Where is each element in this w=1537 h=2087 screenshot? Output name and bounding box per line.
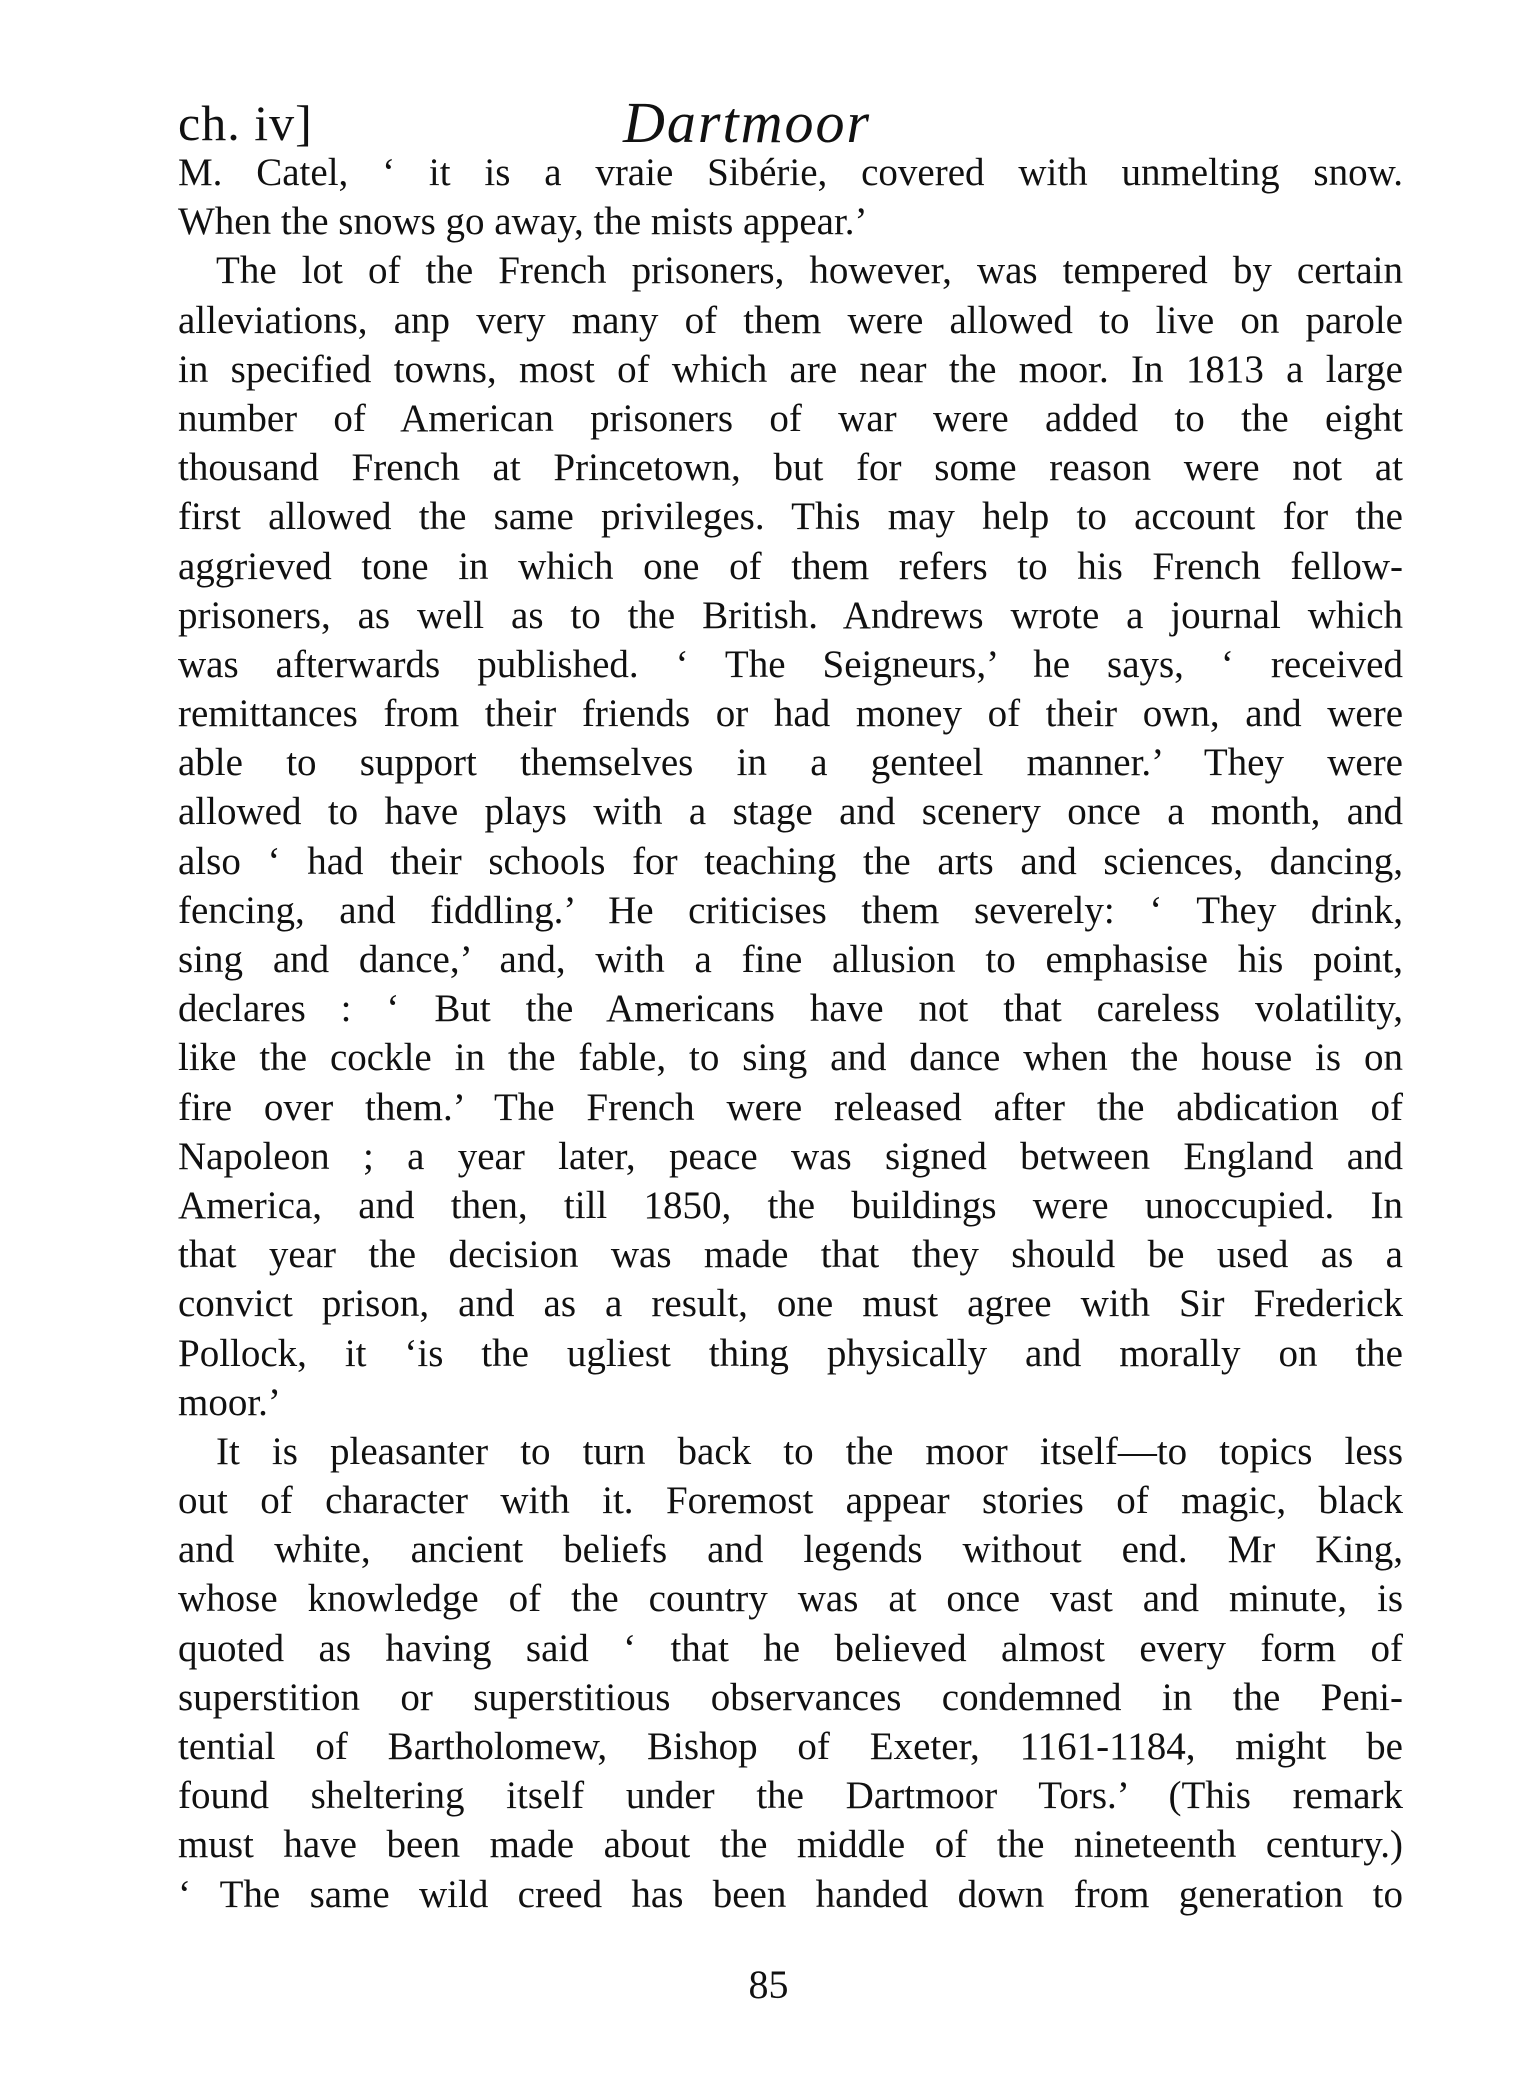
text-line: fencing, and fiddling.’ He criticises them severely: ‘ They drink, [178, 888, 1403, 932]
text-line: first allowed the same privileges. This may help to account for the [178, 495, 1403, 539]
text-line: out of character with it. Foremost appear stories of magic, black [178, 1479, 1403, 1523]
text-line: found sheltering itself under the Dartmoor Tors.’ (This remark [178, 1774, 1403, 1818]
text-line: M. Catel, ‘ it is a vraie Sibérie, covered with unmelting snow. [178, 151, 1403, 194]
text-line: number of American prisoners of war were added to the eight [178, 396, 1403, 440]
text-line: superstition or superstitious observances condemned in the Peni- [178, 1675, 1403, 1719]
text-line: remittances from their friends or had money of their own, and were [178, 692, 1403, 736]
text-line: Napoleon ; a year later, peace was signed between England and [178, 1134, 1403, 1178]
body-text [178, 148, 1403, 1919]
text-line: When the snows go away, the mists appear.’ [178, 200, 868, 244]
text-line: It is pleasanter to turn back to the moor itself—to topics less [216, 1429, 1403, 1473]
text-line: tential of Bartholomew, Bishop of Exeter, 1161-1184, might be [178, 1725, 1403, 1768]
chapter-reference: ch. iv] [178, 95, 313, 151]
text-line: also ‘ had their schools for teaching the arts and sciences, dancing, [178, 839, 1403, 883]
text-line: whose knowledge of the country was at once vast and minute, is [178, 1577, 1403, 1621]
text-line: like the cockle in the fable, to sing and dance when the house is on [178, 1036, 1403, 1080]
text-line: thousand French at Princetown, but for some reason were not at [178, 446, 1403, 490]
text-line: prisoners, as well as to the British. Andrews wrote a journal which [178, 593, 1403, 637]
text-line: moor.’ [178, 1380, 281, 1424]
text-line: convict prison, and as a result, one must agree with Sir Frederick [178, 1282, 1403, 1326]
text-line: in specified towns, most of which are near the moor. In 1813 a large [178, 347, 1403, 391]
text-line: quoted as having said ‘ that he believed almost every form of [178, 1626, 1403, 1670]
text-line: able to support themselves in a genteel manner.’ They were [178, 741, 1403, 785]
text-line: must have been made about the middle of the nineteenth century.) [178, 1823, 1403, 1867]
text-line: America, and then, till 1850, the buildings were unoccupied. In [178, 1183, 1403, 1227]
text-line: allowed to have plays with a stage and scenery once a month, and [178, 790, 1403, 834]
text-line: fire over them.’ The French were released after the abdication of [178, 1085, 1403, 1129]
running-title: Dartmoor [623, 90, 872, 155]
text-line: The lot of the French prisoners, however, was tempered by certain [216, 249, 1403, 293]
text-line: and white, ancient beliefs and legends without end. Mr King, [178, 1528, 1403, 1572]
text-line: sing and dance,’ and, with a fine allusion to emphasise his point, [178, 938, 1403, 981]
text-line: aggrieved tone in which one of them refers to his French fellow- [178, 544, 1403, 588]
text-line: declares : ‘ But the Americans have not that careless volatility, [178, 987, 1403, 1031]
text-line: alleviations, anp very many of them were allowed to live on parole [178, 298, 1403, 342]
text-line: ‘ The same wild creed has been handed down from generation to [178, 1872, 1403, 1916]
text-line: Pollock, it ‘is the ugliest thing physically and morally on the [178, 1331, 1403, 1375]
page-number: 85 [748, 1962, 789, 2007]
text-line: that year the decision was made that they should be used as a [178, 1233, 1403, 1277]
text-line: was afterwards published. ‘ The Seigneurs,’ he says, ‘ received [178, 642, 1403, 686]
